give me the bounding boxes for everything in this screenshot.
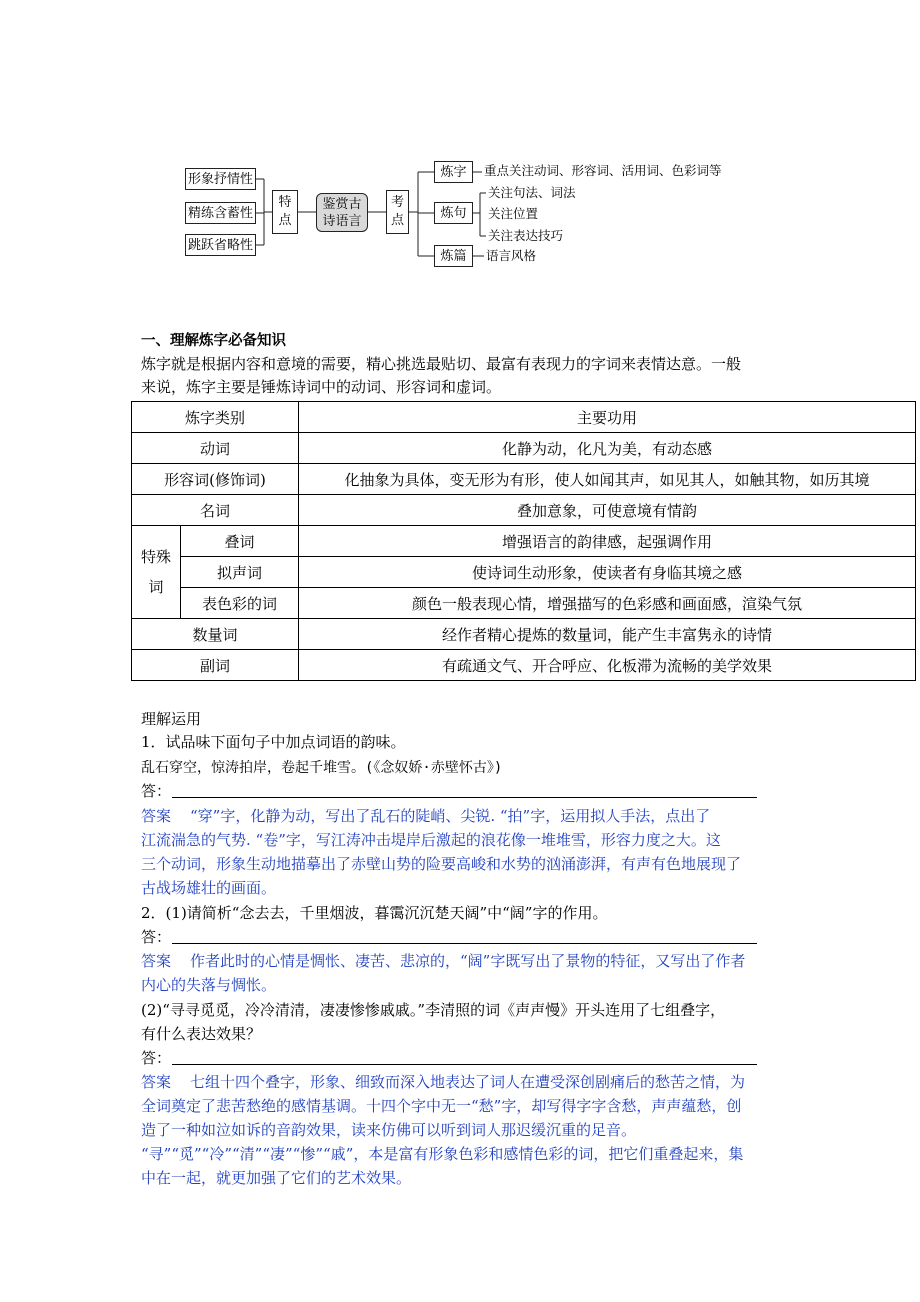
q1-answer-line-1: “穿”字，化静为动，写出了乱石的陡峭、尖锐. “拍”字，运用拟人手法，点出了 xyxy=(190,807,711,825)
q1-prompt: 1．试品味下面句子中加点词语的韵味。 xyxy=(141,733,406,751)
q2-answer-label: 答案 xyxy=(141,952,172,970)
special-group-line-1: 特殊 xyxy=(140,548,171,566)
exam-points-label-box: 考点 xyxy=(386,190,409,234)
table-cell-category: 叠词 xyxy=(181,526,299,557)
table-row xyxy=(132,557,916,588)
table-row xyxy=(132,588,916,619)
table-row xyxy=(132,650,916,681)
center-topic-line-1: 鉴赏古 xyxy=(322,197,362,212)
table-cell-function: 增强语言的韵律感，起强调作用 xyxy=(299,526,916,557)
q1-answer-line-4: 古战场雄壮的画面。 xyxy=(141,879,277,897)
table-cell-category: 拟声词 xyxy=(181,557,299,588)
table-cell-function: 叠加意象，可使意境有情韵 xyxy=(299,495,916,526)
center-topic-box xyxy=(316,193,368,232)
q1-answer-label: 答案 xyxy=(141,807,172,825)
q1-answer-line-2: 江流湍急的气势. “卷”字，写江涛冲击堤岸后激起的浪花像一堆堆雪，形容力度之大。这 xyxy=(141,831,721,849)
table-row xyxy=(132,433,916,464)
topic-detail-lianzi: 重点关注动词、形容词、活用词、色彩词等 xyxy=(484,163,722,178)
center-topic-line-2: 诗语言 xyxy=(322,214,362,229)
q3-answer-line-2: 全词奠定了悲苦愁绝的感情基调。十四个字中无一“愁”字，却写得字字含愁，声声蕴愁，创 xyxy=(141,1097,742,1115)
table-header-row xyxy=(132,402,916,433)
table-cell-category: 表色彩的词 xyxy=(181,588,299,619)
feature-box-2: 精练含蓄性 xyxy=(185,202,256,224)
q3-answer-line-5: 中在一起，就更加强了它们的艺术效果。 xyxy=(141,1169,412,1187)
topic-detail-lianju-3: 关注表达技巧 xyxy=(488,228,564,243)
q1-answer-line-3: 三个动词，形象生动地描摹出了赤壁山势的险要高峻和水势的汹涌澎湃，有声有色地展现了 xyxy=(141,855,742,873)
mindmap-diagram xyxy=(0,0,920,330)
feature-box-3: 跳跃省略性 xyxy=(185,234,256,256)
q3-prompt-line-1: (2)“寻寻觅觅，冷冷清清，凄凄惨惨戚戚。”李清照的词《声声慢》开头连用了七组叠字， xyxy=(141,1001,726,1019)
table-header-function: 主要功用 xyxy=(299,402,916,433)
table-cell-function: 颜色一般表现心情，增强描写的色彩感和画面感，渲染气氛 xyxy=(299,588,916,619)
q2-prompt: 2．(1)请简析“念去去，千里烟波，暮霭沉沉楚天阔”中“阔”字的作用。 xyxy=(141,904,608,922)
q3-answer-line-4: “寻”“觅”“冷”“清”“凄”“惨”“戚”，本是富有形象色彩和感情色彩的词，把它们重叠起来，集 xyxy=(141,1145,744,1163)
table-cell-function: 有疏通文气、开合呼应、化板滞为流畅的美学效果 xyxy=(299,650,916,681)
q3-prompt-line-2: 有什么表达效果？ xyxy=(141,1025,262,1043)
topic-detail-lianju-1: 关注句法、词法 xyxy=(488,185,576,200)
table-cell-category: 动词 xyxy=(132,433,299,464)
q1-answer-prefix: 答： xyxy=(141,782,172,800)
topic-box-lianpian: 炼篇 xyxy=(434,245,473,267)
special-group-line-2: 词 xyxy=(148,578,164,596)
table-cell-function: 经作者精心提炼的数量词，能产生丰富隽永的诗情 xyxy=(299,619,916,650)
q3-answer-prefix: 答： xyxy=(141,1049,172,1067)
table-cell-function: 使诗词生动形象，使读者有身临其境之感 xyxy=(299,557,916,588)
table-cell-function: 化抽象为具体，变无形为有形，使人如闻其声，如见其人，如触其物，如历其境 xyxy=(299,464,916,495)
q3-answer-blank xyxy=(172,1064,757,1065)
table-cell-function: 化静为动，化凡为美，有动态感 xyxy=(299,433,916,464)
topic-box-lianzi: 炼字 xyxy=(434,161,473,183)
feature-box-1: 形象抒情性 xyxy=(185,168,256,190)
table-cell-category: 副词 xyxy=(132,650,299,681)
table-cell-category: 数量词 xyxy=(132,619,299,650)
practice-title: 理解运用 xyxy=(141,710,202,728)
topic-detail-lianju-2: 关注位置 xyxy=(488,206,539,221)
table-row xyxy=(132,495,916,526)
q2-answer-line-1: 作者此时的心情是惆怅、凄苦、悲凉的，“阔”字既写出了景物的特征，又写出了作者 xyxy=(190,952,746,970)
q1-answer-blank xyxy=(172,797,757,798)
table-cell-special-group xyxy=(132,526,181,619)
features-label-box: 特点 xyxy=(272,190,298,234)
table-row xyxy=(132,526,916,557)
q3-answer-label: 答案 xyxy=(141,1073,172,1091)
table-row xyxy=(132,619,916,650)
intro-line-2: 来说，炼字主要是锤炼诗词中的动词、形容词和虚词。 xyxy=(141,378,502,396)
table-header-category: 炼字类别 xyxy=(132,402,299,433)
table-row xyxy=(132,464,916,495)
q3-answer-line-3: 造了一种如泣如诉的音韵效果，读来仿佛可以听到词人那迟缓沉重的足音。 xyxy=(141,1121,637,1139)
q3-answer-line-1: 七组十四个叠字，形象、细致而深入地表达了词人在遭受深创剧痛后的愁苦之情，为 xyxy=(190,1073,746,1091)
q2-answer-line-2: 内心的失落与惆怅。 xyxy=(141,976,277,994)
table-cell-category: 名词 xyxy=(132,495,299,526)
q1-poem: 乱石穿空，惊涛拍岸，卷起千堆雪。(《念奴娇·赤壁怀古》) xyxy=(141,760,503,776)
lianzi-table xyxy=(131,401,916,681)
q2-answer-blank xyxy=(172,943,757,944)
q2-answer-prefix: 答： xyxy=(141,928,172,946)
topic-detail-lianpian: 语言风格 xyxy=(486,248,537,263)
table-cell-category: 形容词(修饰词) xyxy=(132,464,299,495)
topic-box-lianju: 炼句 xyxy=(434,202,473,224)
intro-line-1: 炼字就是根据内容和意境的需要，精心挑选最贴切、最富有表现力的字词来表情达意。一般 xyxy=(141,355,742,373)
section-title: 一、理解炼字必备知识 xyxy=(141,333,286,349)
